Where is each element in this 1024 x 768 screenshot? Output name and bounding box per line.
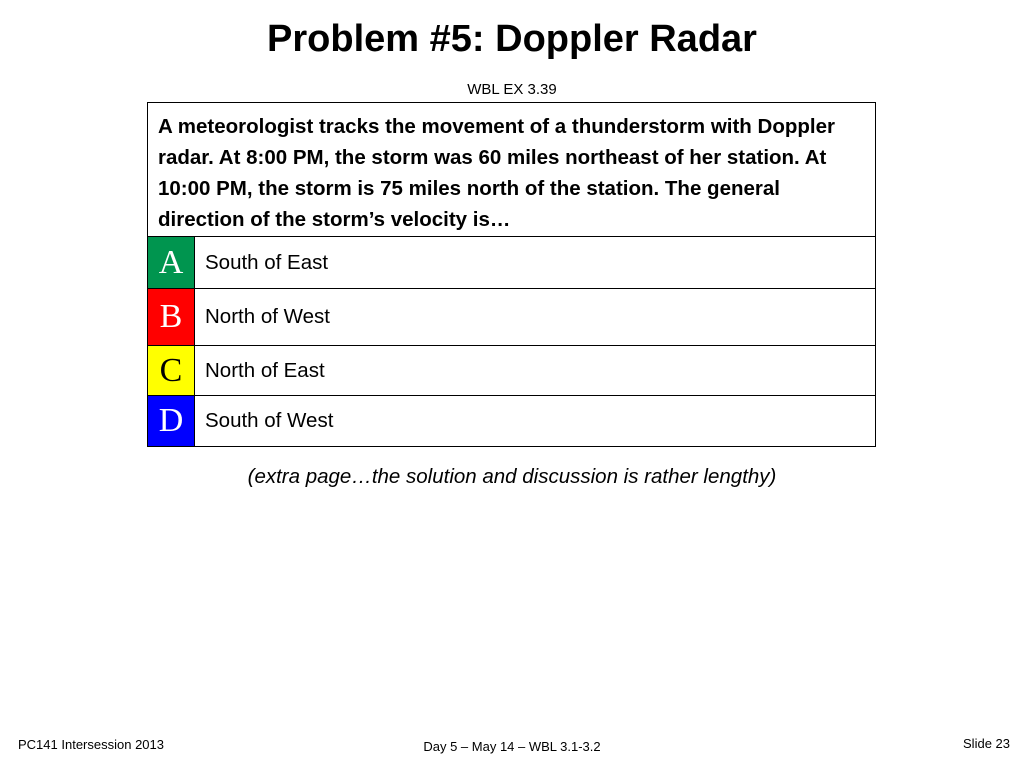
option-c[interactable] [148,346,875,396]
reference-label: WBL EX 3.39 [467,81,557,98]
option-c-text: North of East [205,358,325,382]
question-table [147,102,876,447]
footer-slide-number: Slide 23 [963,736,1010,751]
question-text: A meteorologist tracks the movement of a thunderstorm with Doppler radar. At 8:00 PM, the storm was 60 miles northeast of her station. At 10:00 PM, the storm is 75 miles north of the station. The general direction of the storm’s velocity is… [148,103,875,237]
option-b-letter: B [148,289,195,345]
footer-date: Day 5 – May 14 – WBL 3.1-3.2 [423,739,601,754]
option-b-text: North of West [205,305,330,328]
option-a[interactable] [148,237,875,289]
option-a-text: South of East [205,250,329,274]
option-b[interactable] [148,289,875,346]
option-d-letter: D [148,396,195,446]
footer-course: PC141 Intersession 2013 [18,737,164,752]
option-d-text: South of West [205,409,334,432]
slide-title: Problem #5: Doppler Radar [267,18,757,60]
extra-page-note: (extra page…the solution and discussion is rather lengthy) [247,465,777,488]
option-c-letter: C [148,346,195,395]
option-a-letter: A [148,237,195,288]
option-d[interactable] [148,396,875,446]
